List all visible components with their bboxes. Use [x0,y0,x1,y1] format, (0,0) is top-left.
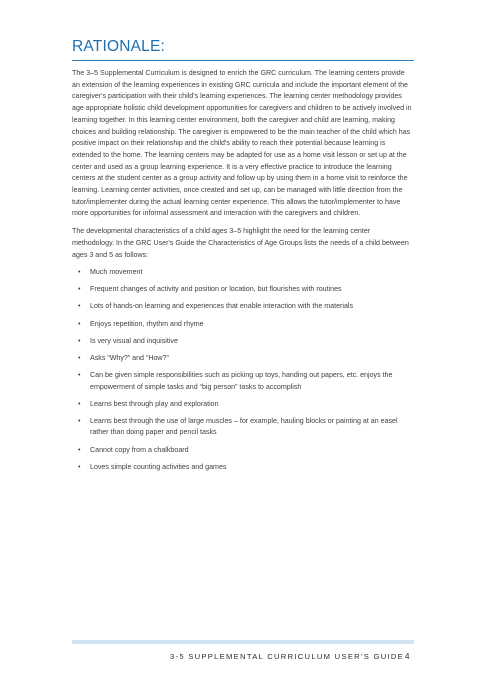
list-item: • Cannot copy from a chalkboard [72,445,414,457]
intro-paragraph: The 3–5 Supplemental Curriculum is designed to enrich the GRC curriculum. The learning centers provide an extension of the learning experiences in existing GRC curricula and include the important element of the caregiver's participation with their child's learning experiences. The learning center methodology provides age appropriate holistic child development opportunities for caregivers and children to be actively involved in learning together. In this learning center environment, both the caregiver and child are learning, making choices and building relationship. The caregiver is empowered to be the main teacher of the child which has positive impact on their relationship and the child's ability to reach their potential because learning is extended to the home. The learning centers may be adapted for use as a home visit lesson or set up at the center and used as a group learning experience. It is a very effective practice to introduce the learning centers at the student center as a group activity and follow up by using them in a home visit to reinforce the learning. Learning center activities, once created and set up, can be managed with little direction from the tutor/implementer during the actual learning center experience. This allows the tutor/implementer to have more opportunities for informal assessment and interaction with the caregivers and children. [72,69,412,218]
list-item: • Much movement [72,267,414,279]
page-title: RATIONALE: [72,38,166,55]
list-item: • Is very visual and inquisitive [72,336,414,348]
footer-title: 3-5 SUPPLEMENTAL CURRICULUM USER'S GUIDE [170,652,405,661]
list-item: • Learns best through play and exploration [72,399,414,411]
title-divider [72,60,414,61]
list-item: • Enjoys repetition, rhythm and rhyme [72,319,414,331]
list-item: • Learns best through the use of large muscles – for example, hauling blocks or painting at an easel rather than doing paper and pencil tasks [72,416,414,439]
page-content [72,68,414,479]
list-item: • Can be given simple responsibilities such as picking up toys, handing out papers, etc. enjoys the empowerment of simple tasks and “big person” tasks to accomplish [72,370,414,393]
list-item: • Loves simple counting activities and games [72,462,414,474]
list-item: • Asks “Why?” and “How?” [72,353,414,365]
list-item: • Lots of hands-on learning and experiences that enable interaction with the materials [72,301,414,313]
list-item: • Frequent changes of activity and position or location, but flourishes with routines [72,284,414,296]
characteristics-list [72,267,414,473]
footer-divider [72,640,414,644]
characteristics-paragraph: The developmental characteristics of a child ages 3–5 highlight the need for the learning center methodology. In the GRC User's Guide the Characteristics of Age Groups lists the needs of a child between ages 3 and 5 as follows: [72,227,409,259]
page-number: 4 [405,652,410,661]
